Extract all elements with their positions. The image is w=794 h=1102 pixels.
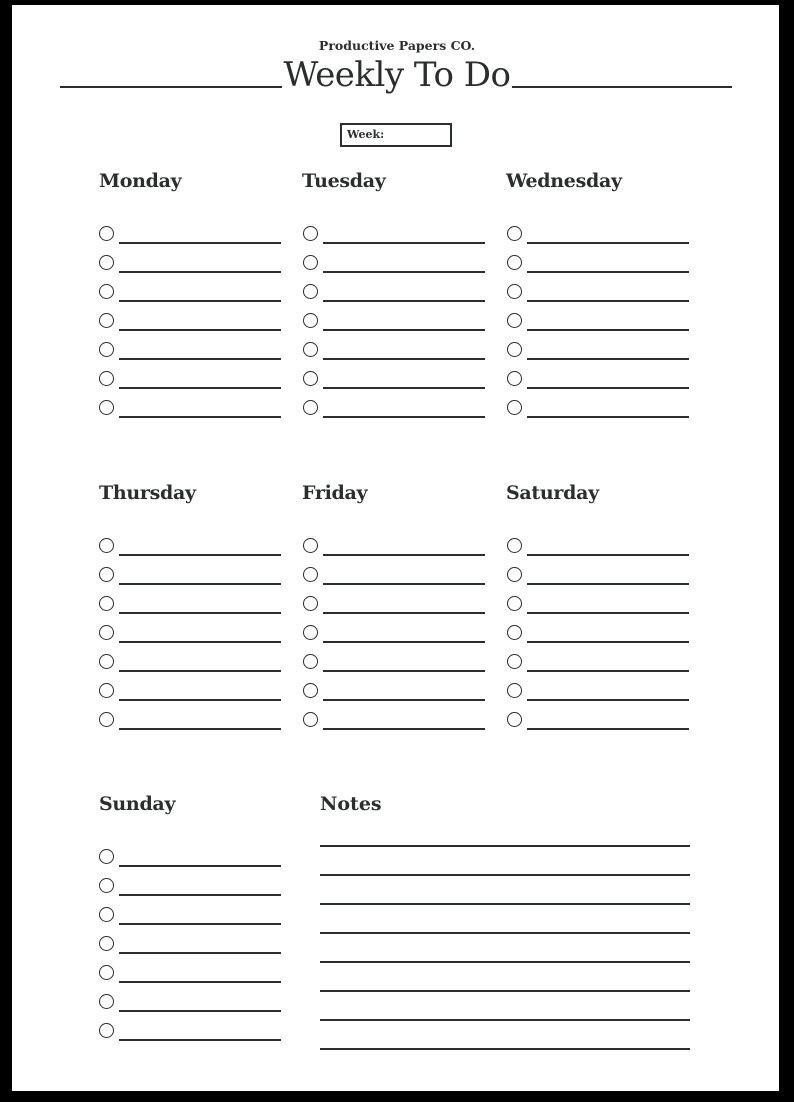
task-row	[99, 907, 289, 936]
task-line[interactable]	[527, 699, 689, 701]
day-title-thursday: Thursday	[99, 482, 196, 504]
task-line[interactable]	[119, 300, 281, 302]
task-checkbox[interactable]	[99, 313, 114, 328]
task-line[interactable]	[527, 300, 689, 302]
task-checkbox[interactable]	[99, 371, 114, 386]
task-line[interactable]	[323, 329, 485, 331]
task-checkbox[interactable]	[99, 849, 114, 864]
task-checkbox[interactable]	[303, 654, 318, 669]
task-line[interactable]	[119, 641, 281, 643]
task-line[interactable]	[119, 865, 281, 867]
day-title-monday: Monday	[99, 170, 182, 192]
task-row	[99, 625, 289, 654]
task-checkbox[interactable]	[99, 400, 114, 415]
notes-line[interactable]	[320, 990, 690, 992]
task-checkbox[interactable]	[303, 226, 318, 241]
notes-line[interactable]	[320, 1048, 690, 1050]
task-row	[507, 255, 697, 284]
title-rule-left	[60, 86, 282, 88]
task-checkbox[interactable]	[303, 342, 318, 357]
task-row	[507, 342, 697, 371]
week-label: Week:	[347, 128, 385, 141]
task-line[interactable]	[323, 387, 485, 389]
task-checkbox[interactable]	[507, 313, 522, 328]
task-row	[507, 596, 697, 625]
task-row	[507, 654, 697, 683]
task-checkbox[interactable]	[507, 625, 522, 640]
task-line[interactable]	[119, 554, 281, 556]
task-row	[303, 255, 493, 284]
task-checkbox[interactable]	[303, 284, 318, 299]
task-row	[99, 567, 289, 596]
task-line[interactable]	[323, 358, 485, 360]
task-row	[303, 284, 493, 313]
task-line[interactable]	[119, 329, 281, 331]
task-row	[99, 936, 289, 965]
task-line[interactable]	[119, 1039, 281, 1041]
task-checkbox[interactable]	[507, 654, 522, 669]
task-line[interactable]	[527, 242, 689, 244]
task-checkbox[interactable]	[99, 654, 114, 669]
task-row	[99, 878, 289, 907]
notes-line[interactable]	[320, 1019, 690, 1021]
task-line[interactable]	[323, 699, 485, 701]
task-checkbox[interactable]	[303, 625, 318, 640]
task-row	[303, 683, 493, 712]
task-line[interactable]	[119, 894, 281, 896]
task-line[interactable]	[527, 387, 689, 389]
task-row	[303, 313, 493, 342]
task-checkbox[interactable]	[303, 712, 318, 727]
task-checkbox[interactable]	[99, 683, 114, 698]
notes-line[interactable]	[320, 845, 690, 847]
week-field[interactable]	[340, 123, 452, 147]
day-title-tuesday: Tuesday	[302, 170, 386, 192]
task-line[interactable]	[527, 641, 689, 643]
task-line[interactable]	[323, 300, 485, 302]
task-row	[507, 625, 697, 654]
task-checkbox[interactable]	[303, 313, 318, 328]
task-checkbox[interactable]	[99, 907, 114, 922]
task-line[interactable]	[119, 952, 281, 954]
task-checkbox[interactable]	[303, 567, 318, 582]
task-row	[303, 596, 493, 625]
notes-line[interactable]	[320, 932, 690, 934]
task-checkbox[interactable]	[507, 371, 522, 386]
task-checkbox[interactable]	[507, 342, 522, 357]
task-checkbox[interactable]	[99, 567, 114, 582]
task-checkbox[interactable]	[99, 994, 114, 1009]
task-line[interactable]	[323, 612, 485, 614]
task-line[interactable]	[323, 728, 485, 730]
task-row	[99, 1023, 289, 1052]
task-row	[99, 965, 289, 994]
notes-title: Notes	[320, 793, 382, 815]
task-row	[303, 400, 493, 429]
task-row	[99, 371, 289, 400]
notes-line[interactable]	[320, 874, 690, 876]
task-line[interactable]	[527, 728, 689, 730]
task-row	[303, 712, 493, 741]
task-checkbox[interactable]	[507, 400, 522, 415]
task-checkbox[interactable]	[99, 625, 114, 640]
task-checkbox[interactable]	[507, 712, 522, 727]
task-line[interactable]	[323, 271, 485, 273]
task-row	[303, 538, 493, 567]
task-line[interactable]	[119, 923, 281, 925]
task-checkbox[interactable]	[99, 596, 114, 611]
task-row	[99, 538, 289, 567]
task-line[interactable]	[119, 981, 281, 983]
task-line[interactable]	[323, 242, 485, 244]
task-row	[99, 400, 289, 429]
task-row	[99, 712, 289, 741]
task-line[interactable]	[119, 583, 281, 585]
task-line[interactable]	[119, 242, 281, 244]
task-checkbox[interactable]	[507, 226, 522, 241]
day-title-sunday: Sunday	[99, 793, 176, 815]
task-line[interactable]	[323, 670, 485, 672]
task-line[interactable]	[119, 387, 281, 389]
task-line[interactable]	[323, 554, 485, 556]
day-title-saturday: Saturday	[506, 482, 599, 504]
task-row	[303, 226, 493, 255]
task-line[interactable]	[527, 583, 689, 585]
task-checkbox[interactable]	[507, 255, 522, 270]
task-checkbox[interactable]	[303, 683, 318, 698]
task-line[interactable]	[119, 728, 281, 730]
task-line[interactable]	[527, 554, 689, 556]
task-row	[507, 712, 697, 741]
task-checkbox[interactable]	[507, 683, 522, 698]
task-row	[303, 371, 493, 400]
task-checkbox[interactable]	[303, 400, 318, 415]
task-checkbox[interactable]	[99, 936, 114, 951]
task-line[interactable]	[527, 416, 689, 418]
task-line[interactable]	[323, 583, 485, 585]
task-row	[303, 654, 493, 683]
task-row	[99, 226, 289, 255]
task-row	[303, 625, 493, 654]
day-title-wednesday: Wednesday	[506, 170, 622, 192]
task-row	[507, 284, 697, 313]
task-checkbox[interactable]	[507, 538, 522, 553]
task-checkbox[interactable]	[99, 1023, 114, 1038]
task-row	[99, 342, 289, 371]
task-line[interactable]	[323, 416, 485, 418]
task-checkbox[interactable]	[303, 596, 318, 611]
task-checkbox[interactable]	[99, 226, 114, 241]
task-row	[507, 567, 697, 596]
task-checkbox[interactable]	[99, 878, 114, 893]
task-line[interactable]	[119, 1010, 281, 1012]
task-line[interactable]	[119, 358, 281, 360]
task-row	[99, 654, 289, 683]
task-line[interactable]	[119, 271, 281, 273]
day-title-friday: Friday	[302, 482, 368, 504]
task-checkbox[interactable]	[507, 284, 522, 299]
brand-name: Productive Papers CO.	[318, 38, 476, 53]
task-line[interactable]	[527, 271, 689, 273]
task-row	[507, 538, 697, 567]
task-row	[507, 683, 697, 712]
task-checkbox[interactable]	[507, 567, 522, 582]
task-line[interactable]	[119, 699, 281, 701]
task-row	[507, 226, 697, 255]
task-checkbox[interactable]	[303, 255, 318, 270]
task-row	[99, 255, 289, 284]
task-row	[507, 313, 697, 342]
task-line[interactable]	[323, 641, 485, 643]
task-row	[99, 683, 289, 712]
task-line[interactable]	[527, 329, 689, 331]
task-line[interactable]	[119, 612, 281, 614]
task-checkbox[interactable]	[303, 371, 318, 386]
task-checkbox[interactable]	[99, 538, 114, 553]
task-checkbox[interactable]	[303, 538, 318, 553]
task-checkbox[interactable]	[507, 596, 522, 611]
page-title: Weekly To Do	[283, 55, 511, 95]
title-rule-right	[512, 86, 732, 88]
task-row	[303, 342, 493, 371]
task-checkbox[interactable]	[99, 255, 114, 270]
notes-line[interactable]	[320, 961, 690, 963]
task-row	[99, 596, 289, 625]
notes-line[interactable]	[320, 903, 690, 905]
task-row	[99, 994, 289, 1023]
task-checkbox[interactable]	[99, 965, 114, 980]
task-row	[99, 284, 289, 313]
task-line[interactable]	[119, 670, 281, 672]
task-row	[507, 400, 697, 429]
task-line[interactable]	[527, 358, 689, 360]
task-line[interactable]	[119, 416, 281, 418]
task-row	[99, 849, 289, 878]
task-row	[507, 371, 697, 400]
task-row	[99, 313, 289, 342]
task-row	[303, 567, 493, 596]
task-line[interactable]	[527, 612, 689, 614]
task-checkbox[interactable]	[99, 284, 114, 299]
task-line[interactable]	[527, 670, 689, 672]
task-checkbox[interactable]	[99, 712, 114, 727]
task-checkbox[interactable]	[99, 342, 114, 357]
